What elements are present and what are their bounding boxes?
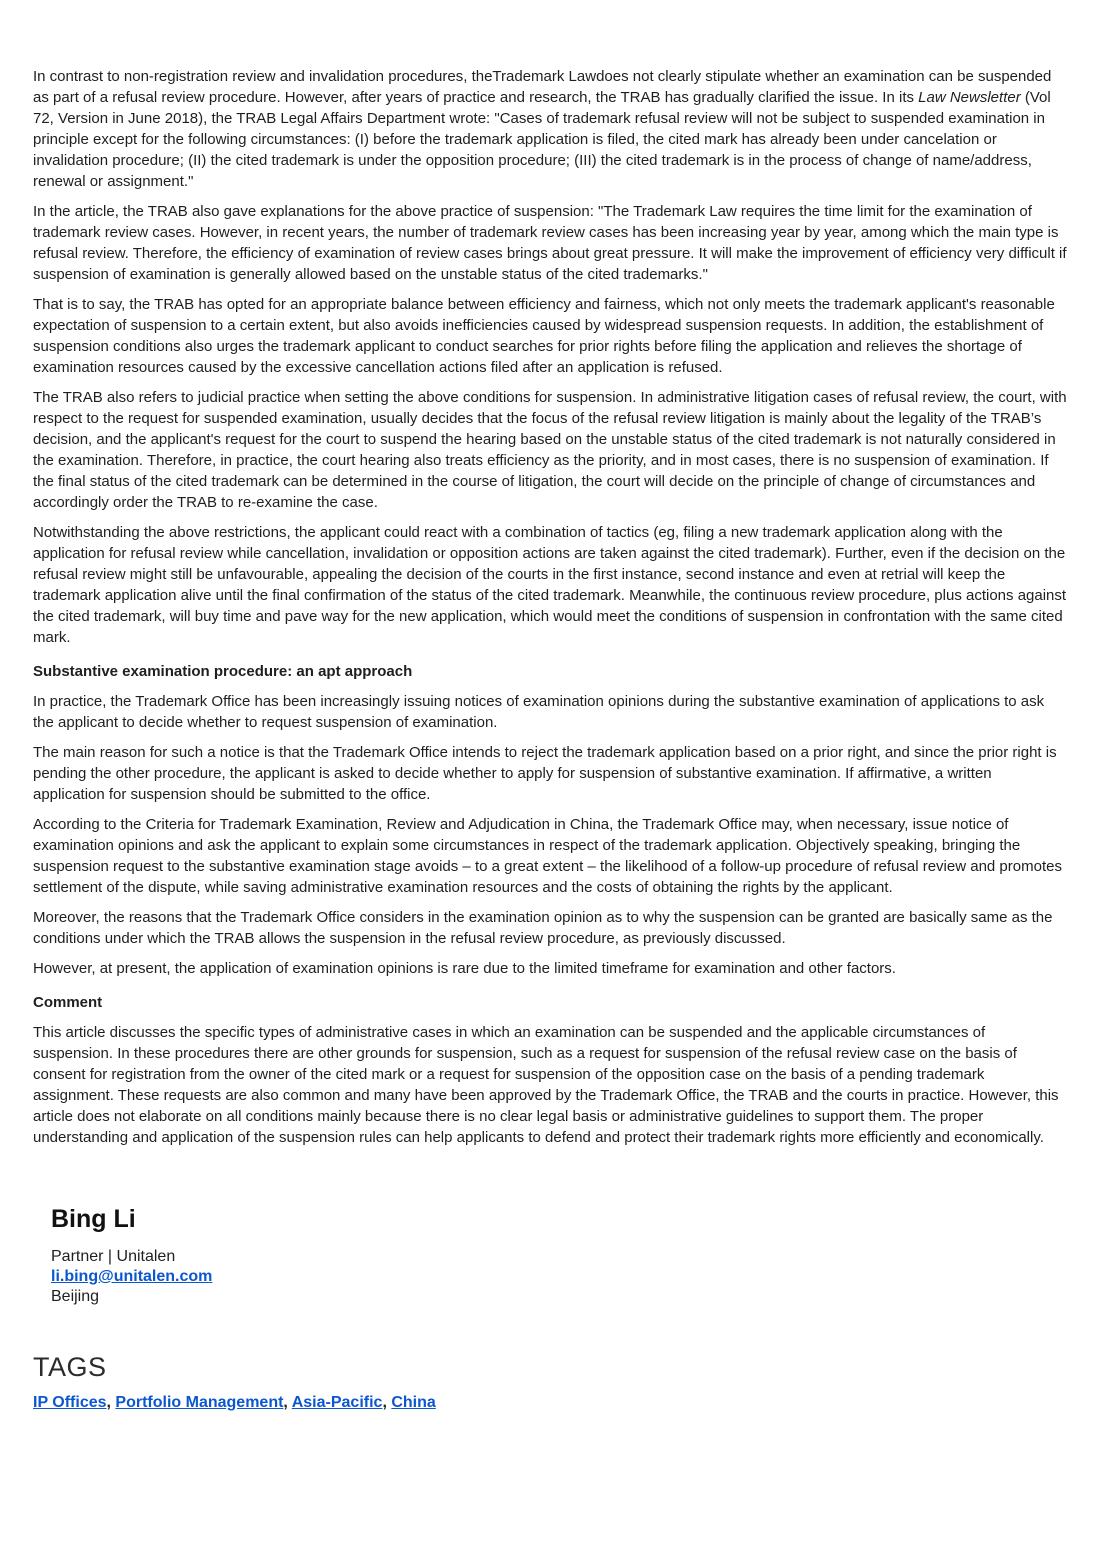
section-heading-substantive-examination: Substantive examination procedure: an apt approach bbox=[33, 663, 413, 680]
tag-separator: , bbox=[382, 1394, 392, 1411]
tag-link-china[interactable]: China bbox=[391, 1394, 436, 1411]
paragraph: In the article, the TRAB also gave explanations for the above practice of suspension: "The Trademark Law requires the time limit for the examination of trademark review cases. However, in recent years, the number of trademark review cases has been increasing year by year, among which the main type is refusal review. Therefore, the efficiency of examination of review cases brings about great pressure. It will make the improvement of efficiency very difficult if suspension of examination is generally allowed based on the unstable status of the cited trademarks." bbox=[33, 203, 1067, 283]
paragraph: However, at present, the application of examination opinions is rare due to the limited timeframe for examination and other factors. bbox=[33, 960, 896, 977]
paragraph: Moreover, the reasons that the Trademark Office considers in the examination opinion as to why the suspension can be granted are basically same as the conditions under which the TRAB allows the suspension in the refusal review procedure, as previously discussed. bbox=[33, 909, 1053, 947]
italic-citation: Law Newsletter bbox=[918, 89, 1021, 106]
author-name: Bing Li bbox=[51, 1205, 136, 1233]
paragraph: According to the Criteria for Trademark Examination, Review and Adjudication in China, the Trademark Office may, when necessary, issue notice of examination opinions and ask the applicant to explain some circumstances in respect of the trademark application. Objectively speaking, bringing the suspension request to the substantive examination stage avoids – to a great extent – the likelihood of a follow-up procedure of refusal review and promotes settlement of the dispute, while saving administrative examination resources and the costs of obtaining the rights by the applicant. bbox=[33, 816, 1062, 896]
paragraph-text: (Vol 72, Version in June 2018), the TRAB Legal Affairs Department wrote: "Cases of trademark refusal review will not be subject to suspended examination in principle except for the following circumstances: (I) before the trademark application is filed, the cited mark has already been under cancelation or invalidation procedure; (II) the cited trademark is under the opposition procedure; (III) the cited trademark is in the process of change of name/address, renewal or assignment." bbox=[33, 89, 1051, 190]
paragraph: The main reason for such a notice is that the Trademark Office intends to reject the trademark application based on a prior right, and since the prior right is pending the other procedure, the applicant is asked to decide whether to apply for suspension of substantive examination. If affirmative, a written application for suspension should be submitted to the office. bbox=[33, 744, 1057, 803]
paragraph: This article discusses the specific types of administrative cases in which an examination can be suspended and the applicable circumstances of suspension. In these procedures there are other grounds for suspension, such as a request for suspension of the refusal review case on the basis of consent for registration from the owner of the cited mark or a request for suspension of the opposition case on the basis of a pending trademark assignment. These requests are also common and many have been approved by the Trademark Office, the TRAB and the courts in practice. However, this article does not elaborate on all conditions mainly because there is no clear legal basis or administrative guidelines to support them. The proper understanding and application of the suspension rules can help applicants to defend and protect their trademark rights more efficiently and economically. bbox=[33, 1024, 1059, 1146]
tags-heading: TAGS bbox=[33, 1352, 107, 1382]
tag-separator: , bbox=[283, 1394, 292, 1411]
tag-separator: , bbox=[106, 1394, 116, 1411]
tag-link-ip-offices[interactable]: IP Offices bbox=[33, 1394, 107, 1411]
section-heading-comment: Comment bbox=[33, 994, 103, 1011]
paragraph: That is to say, the TRAB has opted for an appropriate balance between efficiency and fairness, which not only meets the trademark applicant's reasonable expectation of suspension to a certain extent, but also avoids inefficiencies caused by widespread suspension requests. In addition, the establishment of suspension conditions also urges the trademark applicant to conduct searches for prior rights before filing the application and relieves the shortage of examination resources caused by the excessive cancellation actions filed after an application is refused. bbox=[33, 296, 1055, 376]
author-block bbox=[51, 1205, 1067, 1307]
paragraph: In practice, the Trademark Office has been increasingly issuing notices of examination opinions during the substantive examination of applications to ask the applicant to decide whether to request suspension of examination. bbox=[33, 693, 1045, 731]
tag-link-portfolio-management[interactable]: Portfolio Management bbox=[115, 1394, 284, 1411]
author-title: Partner | Unitalen bbox=[51, 1248, 176, 1265]
tag-link-asia-pacific[interactable]: Asia-Pacific bbox=[291, 1394, 383, 1411]
tags-list bbox=[33, 1393, 1067, 1413]
paragraph bbox=[33, 66, 1067, 192]
author-location: Beijing bbox=[51, 1288, 100, 1305]
article-body bbox=[33, 66, 1067, 1148]
paragraph-text: In contrast to non-registration review and invalidation procedures, theTrademark Lawdoes not clearly stipulate whether an examination can be suspended as part of a refusal review procedure. However, after years of practice and research, the TRAB has gradually clarified the issue. In its bbox=[33, 68, 1052, 106]
paragraph: The TRAB also refers to judicial practice when setting the above conditions for suspension. In administrative litigation cases of refusal review, the court, with respect to the request for suspended examination, usually decides that the focus of the refusal review litigation is mainly about the legality of the TRAB’s decision, and the applicant's request for the court to suspend the hearing based on the unstable status of the cited trademark is not naturally considered in the examination. Therefore, in practice, the court hearing also treats efficiency as the priority, and in most cases, there is no suspension of examination. If the final status of the cited trademark can be determined in the course of litigation, the court will decide on the principle of change of circumstances and accordingly order the TRAB to re-examine the case. bbox=[33, 389, 1067, 511]
author-email-link[interactable]: li.bing@unitalen.com bbox=[51, 1268, 213, 1285]
paragraph: Notwithstanding the above restrictions, the applicant could react with a combination of tactics (eg, filing a new trademark application along with the application for refusal review while cancellation, invalidation or opposition actions are taken against the cited trademark). Further, even if the decision on the refusal review might still be unfavourable, appealing the decision of the courts in the first instance, second instance and even at retrial will keep the trademark application alive until the final confirmation of the status of the cited trademark. Meanwhile, the continuous review procedure, plus actions against the cited trademark, will buy time and pave way for the new application, which would meet the conditions of suspension in confrontation with the same cited mark. bbox=[33, 524, 1067, 646]
tags-section bbox=[33, 1352, 1067, 1413]
